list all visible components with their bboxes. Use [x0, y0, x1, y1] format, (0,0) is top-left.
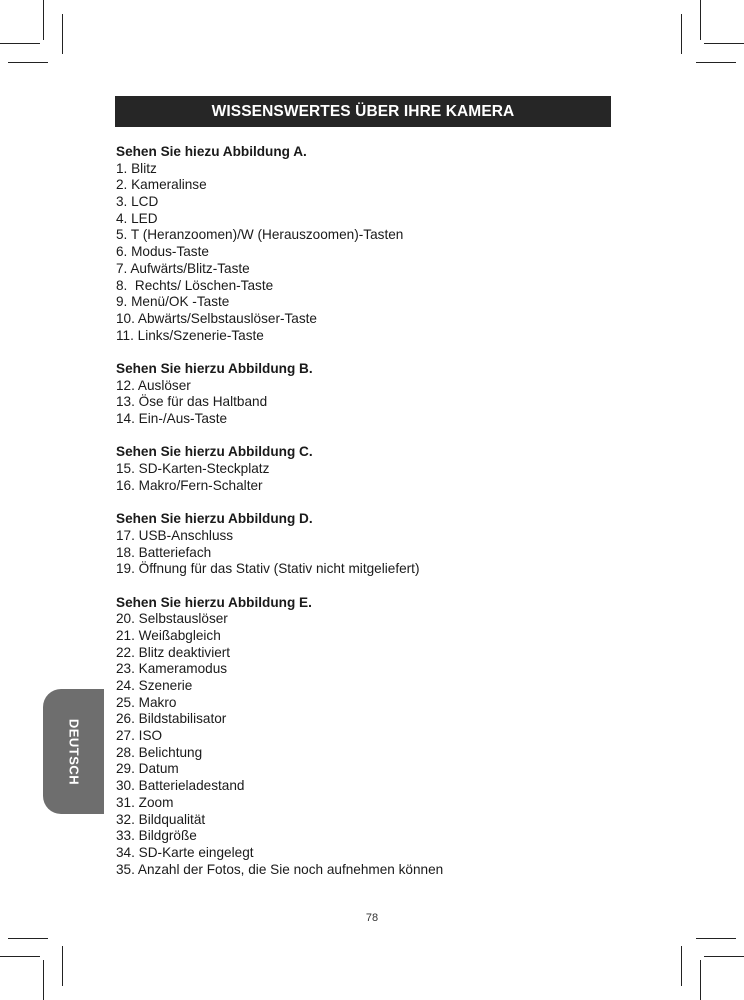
crop-mark: [0, 43, 40, 44]
list-item: 21. Weißabgleich: [116, 627, 221, 643]
section-c: [116, 444, 636, 494]
section-title-bar: [115, 96, 611, 127]
list-item: 1. Blitz: [116, 160, 157, 176]
list-item: 8. Rechts/ Löschen-Taste: [116, 277, 274, 293]
spacer: [116, 494, 636, 511]
crop-mark: [0, 956, 40, 957]
crop-mark: [696, 938, 736, 939]
list-item: 33. Bildgröße: [116, 828, 197, 844]
section-d: [116, 511, 636, 578]
section-b: [116, 361, 636, 428]
page-number: 78: [365, 912, 379, 924]
list-item: 3. LCD: [116, 194, 159, 210]
spacer: [116, 578, 636, 595]
list-item: 18. Batteriefach: [116, 544, 212, 560]
crop-mark: [43, 960, 44, 1000]
language-tab-label: DEUTSCH: [66, 718, 81, 785]
crop-mark: [681, 946, 682, 986]
list-item: 11. Links/Szenerie-Taste: [116, 327, 264, 343]
section-heading: Sehen Sie hierzu Abbildung E.: [116, 594, 312, 610]
spacer: [116, 344, 636, 361]
list-item: 19. Öffnung für das Stativ (Stativ nicht mitgeliefert): [116, 561, 420, 577]
crop-mark: [8, 938, 48, 939]
list-item: 7. Aufwärts/Blitz-Taste: [116, 260, 250, 276]
list-item: 9. Menü/OK -Taste: [116, 294, 230, 310]
list-item: 27. ISO: [116, 728, 163, 744]
list-item: 22. Blitz deaktiviert: [116, 644, 231, 660]
crop-mark: [696, 62, 736, 63]
list-item: 10. Abwärts/Selbstauslöser-Taste: [116, 310, 317, 326]
list-item: 35. Anzahl der Fotos, die Sie noch aufnehmen können: [116, 861, 444, 877]
crop-mark: [62, 14, 63, 54]
language-tab: [43, 689, 104, 814]
list-item: 14. Ein-/Aus-Taste: [116, 411, 228, 426]
list-item: 23. Kameramodus: [116, 661, 228, 677]
list-item: 34. SD-Karte eingelegt: [116, 844, 254, 860]
list-item: 28. Belichtung: [116, 744, 203, 760]
list-item: 26. Bildstabilisator: [116, 711, 227, 727]
list-item: 13. Öse für das Haltband: [116, 394, 268, 410]
list-item: 4. LED: [116, 210, 158, 226]
list-item: 6. Modus-Taste: [116, 244, 209, 260]
parts-list: [116, 144, 636, 878]
section-heading: Sehen Sie hierzu Abbildung B.: [116, 360, 313, 376]
list-item: 31. Zoom: [116, 794, 174, 810]
crop-mark: [704, 956, 744, 957]
list-item: 12. Auslöser: [116, 377, 191, 393]
section-a: [116, 144, 636, 344]
page-title: WISSENSWERTES ÜBER IHRE KAMERA: [211, 102, 515, 120]
list-item: 15. SD-Karten-Steckplatz: [116, 461, 270, 477]
list-item: 5. T (Heranzoomen)/W (Herauszoomen)-Tasten: [116, 227, 404, 243]
crop-mark: [62, 946, 63, 986]
spacer: [116, 428, 636, 445]
crop-mark: [681, 14, 682, 54]
list-item: 30. Batterieladestand: [116, 778, 245, 794]
section-heading: Sehen Sie hiezu Abbildung A.: [116, 144, 307, 159]
list-item: 24. Szenerie: [116, 678, 193, 693]
list-item: 17. USB-Anschluss: [116, 527, 234, 543]
crop-mark: [704, 43, 744, 44]
list-item: 32. Bildqualität: [116, 811, 206, 827]
section-heading: Sehen Sie hierzu Abbildung D.: [116, 511, 313, 527]
crop-mark: [43, 0, 44, 40]
list-item: 29. Datum: [116, 761, 179, 777]
crop-mark: [8, 62, 48, 63]
crop-mark: [700, 0, 701, 40]
list-item: 2. Kameralinse: [116, 177, 207, 193]
section-heading: Sehen Sie hierzu Abbildung C.: [116, 444, 313, 460]
list-item: 20. Selbstauslöser: [116, 611, 228, 627]
list-item: 16. Makro/Fern-Schalter: [116, 477, 263, 493]
crop-mark: [700, 960, 701, 1000]
section-e: [116, 595, 636, 879]
list-item: 25. Makro: [116, 694, 177, 710]
